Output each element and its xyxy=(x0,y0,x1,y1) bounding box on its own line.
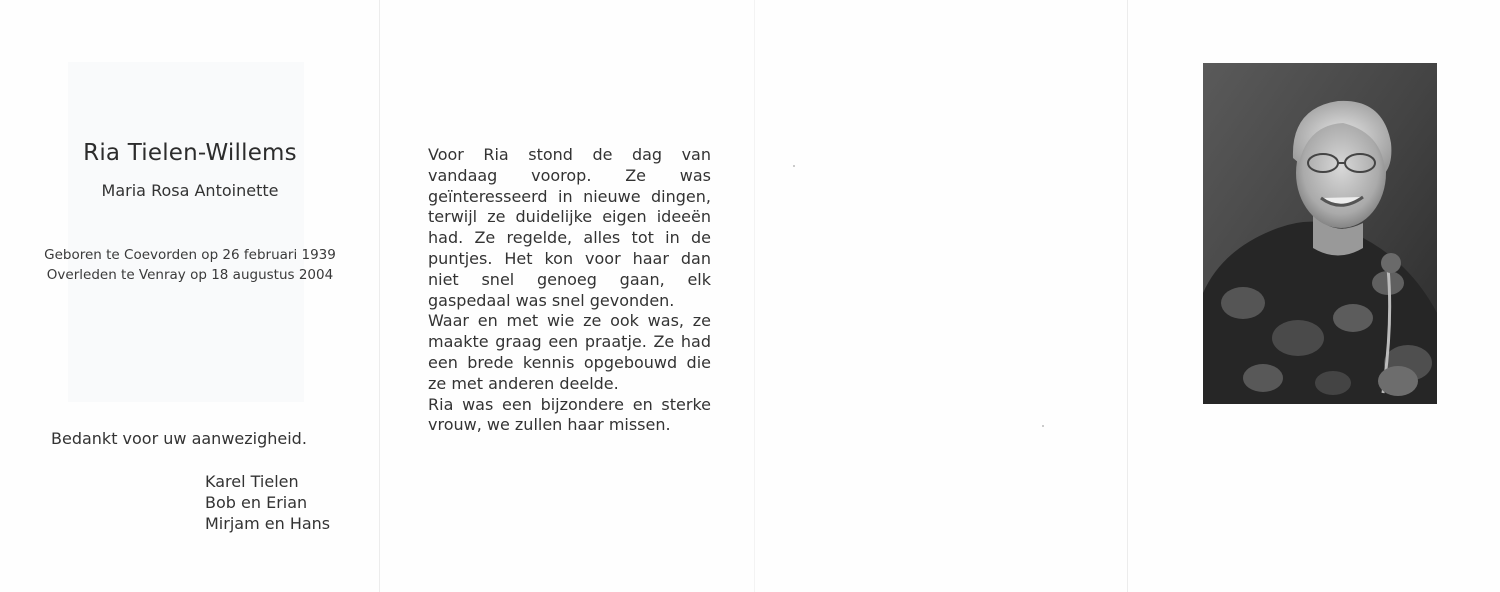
panel-blank xyxy=(755,0,1128,592)
signer: Mirjam en Hans xyxy=(205,514,331,533)
tribute-paragraph: Waar en met wie ze ook was, ze maakte graag een praatje. Ze had een brede kennis opgebouwd die ze met anderen deelde. xyxy=(428,311,711,393)
tribute-paragraph: Ria was een bijzondere en sterke vrouw, we zullen haar missen. xyxy=(428,394,711,435)
panel-photo xyxy=(1128,0,1500,592)
faded-print-area xyxy=(68,62,304,402)
panel-front xyxy=(0,0,380,592)
life-dates xyxy=(0,245,380,285)
signers-list xyxy=(205,471,330,534)
signer: Karel Tielen xyxy=(205,472,299,491)
paper-speck xyxy=(1042,425,1044,427)
tribute-paragraph: Voor Ria stond de dag van vandaag voorop. Ze was geïnteresseerd in nieuwe dingen, terwijl ze duidelijke eigen ideeën had. Ze regelde, alles tot in de puntjes. Het kon voor haar dan niet snel genoeg gaan, elk gaspedaal was snel gevonden. xyxy=(428,145,711,310)
portrait-photo xyxy=(1203,63,1437,404)
thanks-line: Bedankt voor uw aanwezigheid. xyxy=(51,429,307,448)
deceased-name: Ria Tielen-Willems xyxy=(83,140,297,166)
tribute-text xyxy=(428,145,711,436)
birth-line: Geboren te Coevorden op 26 februari 1939 xyxy=(44,247,336,263)
death-line: Overleden te Venray op 18 augustus 2004 xyxy=(46,267,334,283)
deceased-full-name: Maria Rosa Antoinette xyxy=(101,181,279,200)
panel-tribute xyxy=(380,0,755,592)
portrait-image xyxy=(1203,63,1437,404)
paper-speck xyxy=(793,165,795,167)
signer: Bob en Erian xyxy=(205,493,308,512)
